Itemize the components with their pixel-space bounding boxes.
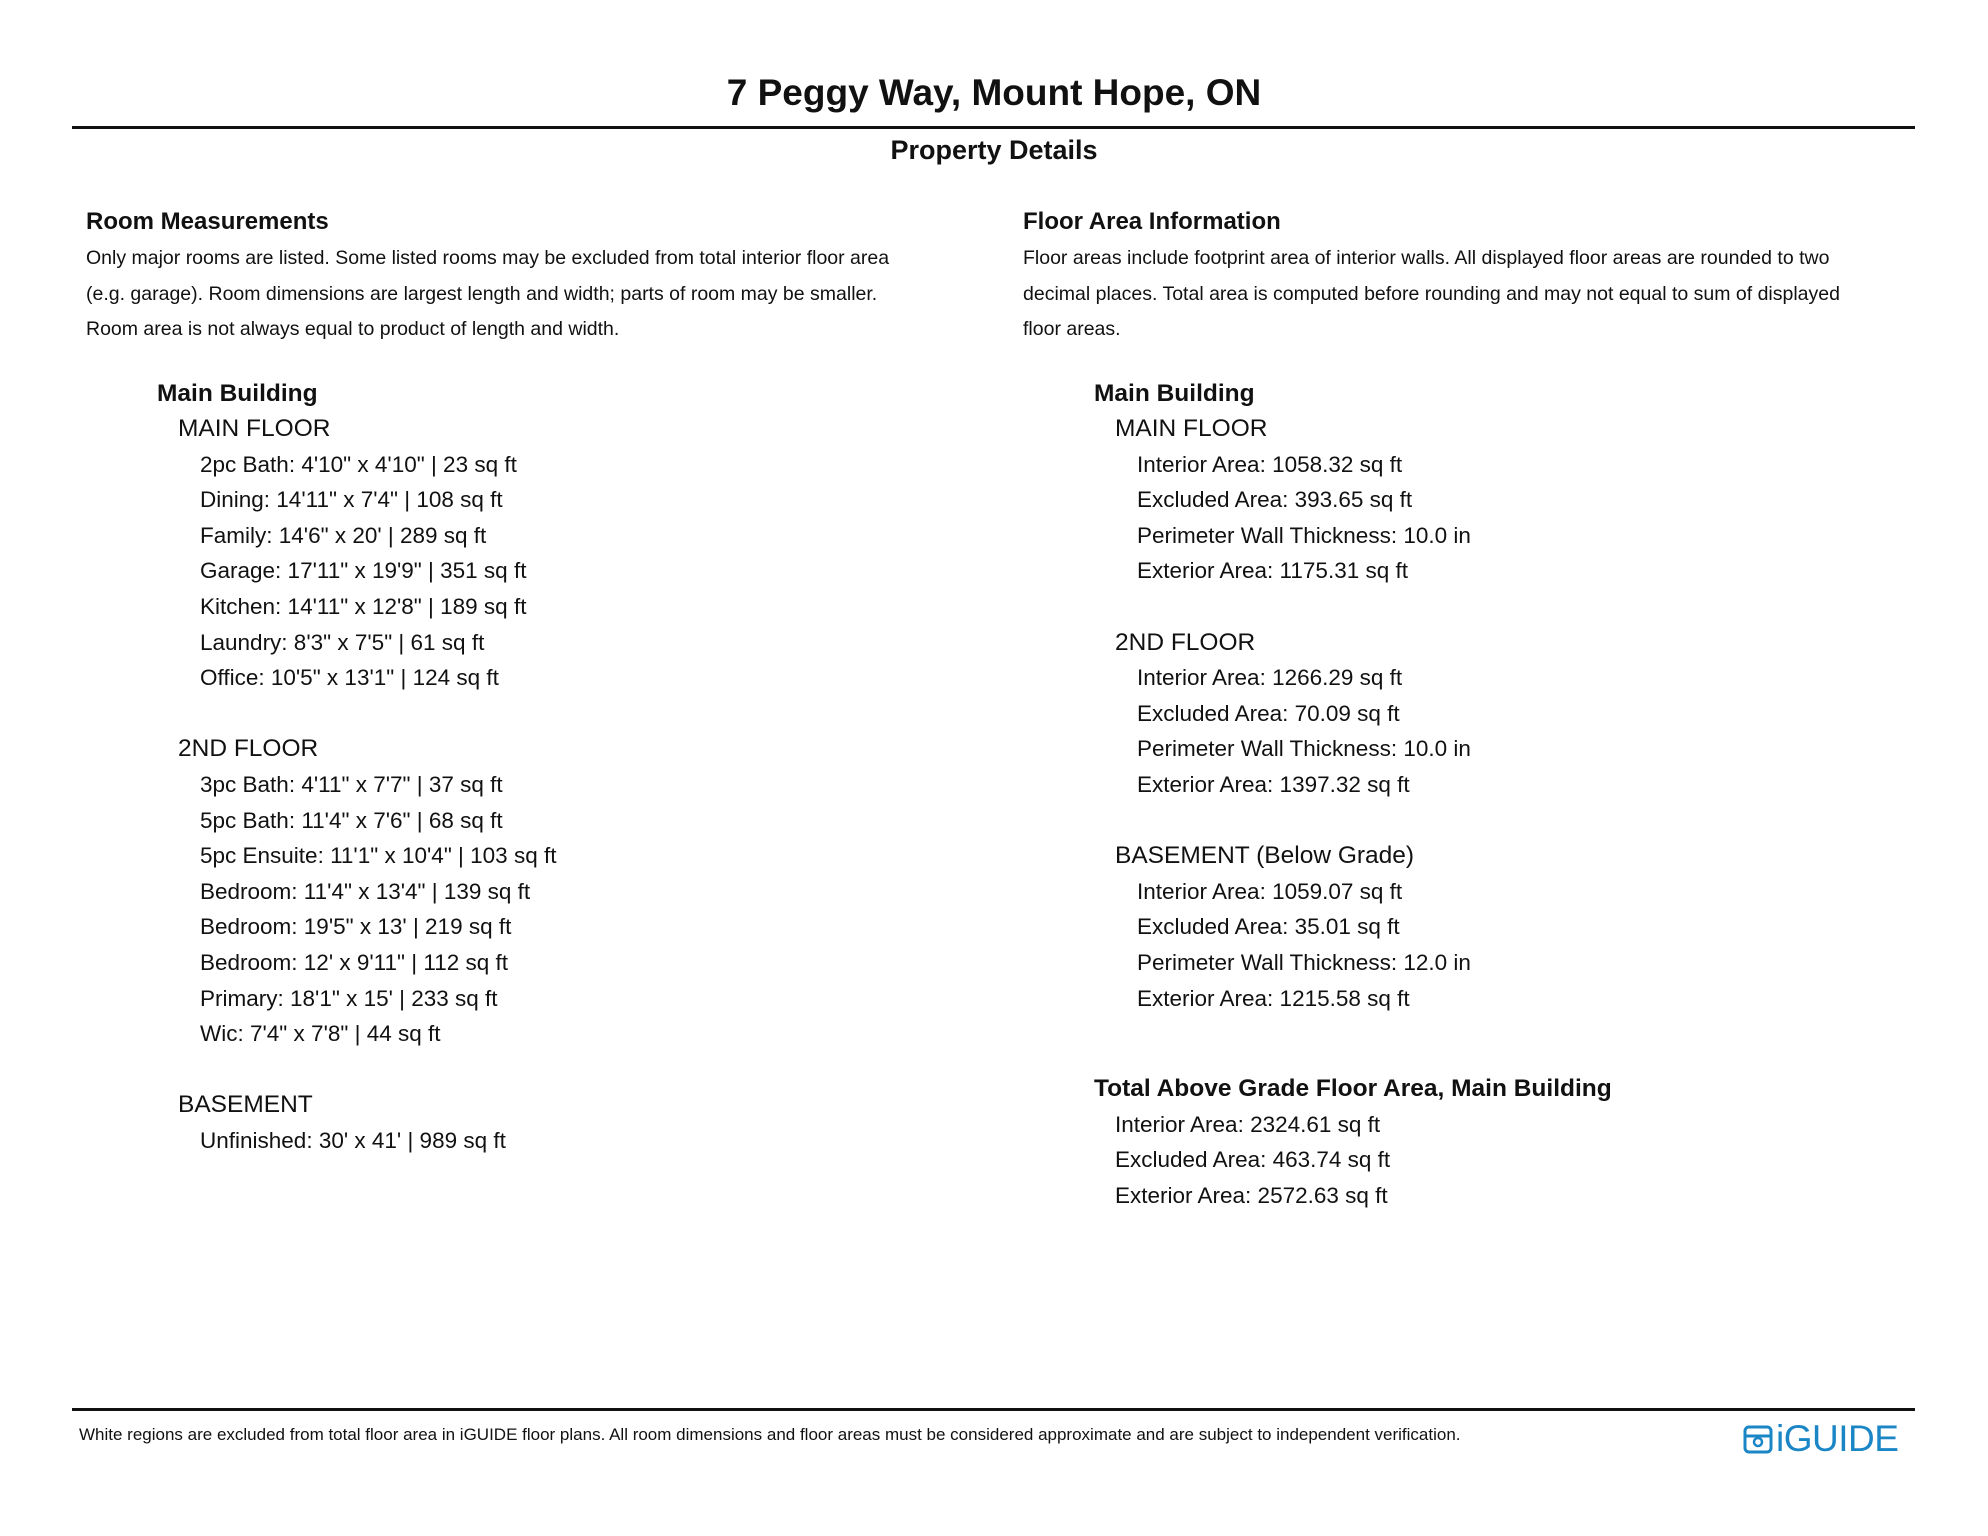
room-measurements-note-line: Room area is not always equal to product of length and width.: [86, 318, 620, 340]
room-item: Kitchen: 14'11" x 12'8" | 189 sq ft: [200, 594, 527, 620]
page-title: 7 Peggy Way, Mount Hope, ON: [726, 72, 1262, 113]
area-item: Interior Area: 1266.29 sq ft: [1137, 665, 1403, 691]
area-building-block: [1094, 376, 1928, 1017]
room-measurements-note-line: Only major rooms are listed. Some listed rooms may be excluded from total interior floor area: [86, 247, 890, 269]
room-item: Bedroom: 19'5" x 13' | 219 sq ft: [200, 914, 512, 940]
room-item: Wic: 7'4" x 7'8" | 44 sq ft: [200, 1021, 441, 1047]
room-item: Office: 10'5" x 13'1" | 124 sq ft: [200, 665, 499, 691]
floor-area-note-line: floor areas.: [1023, 318, 1121, 340]
area-item: Excluded Area: 393.65 sq ft: [1137, 487, 1413, 513]
area-item: Exterior Area: 1397.32 sq ft: [1137, 772, 1410, 798]
room-item: Family: 14'6" x 20' | 289 sq ft: [200, 522, 487, 548]
iguide-logo: [1743, 1418, 1898, 1460]
area-item: Excluded Area: 70.09 sq ft: [1137, 700, 1400, 726]
floor-area-heading: Floor Area Information: [1023, 208, 1281, 235]
total-area-item: Exterior Area: 2572.63 sq ft: [1115, 1182, 1388, 1208]
floor-title: MAIN FLOOR: [178, 415, 331, 443]
floor-title: 2ND FLOOR: [178, 735, 319, 763]
floor-title: MAIN FLOOR: [1115, 415, 1268, 443]
rooms-floor-2nd: [157, 731, 1016, 1051]
area-building-title: Main Building: [1094, 379, 1255, 407]
room-item: Bedroom: 11'4" x 13'4" | 139 sq ft: [200, 878, 531, 904]
total-area-item: Interior Area: 2324.61 sq ft: [1115, 1111, 1381, 1137]
area-item: Interior Area: 1058.32 sq ft: [1137, 451, 1403, 477]
room-measurements-note-line: (e.g. garage). Room dimensions are largest length and width; parts of room may be smaller.: [86, 282, 878, 305]
room-item: Dining: 14'11" x 7'4" | 108 sq ft: [200, 487, 503, 513]
area-floor-main: [1094, 411, 1928, 589]
room-item: 5pc Bath: 11'4" x 7'6" | 68 sq ft: [200, 807, 503, 833]
area-item: Exterior Area: 1175.31 sq ft: [1137, 558, 1408, 584]
room-measurements-section: [86, 203, 1016, 1159]
floor-area-section: [1023, 203, 1928, 1214]
room-item: Laundry: 8'3" x 7'5" | 61 sq ft: [200, 629, 485, 655]
floor-area-note-line: Floor areas include footprint area of interior walls. All displayed floor areas are rounded to two: [1023, 247, 1830, 269]
floor-title: BASEMENT: [178, 1091, 313, 1119]
area-item: Perimeter Wall Thickness: 12.0 in: [1137, 950, 1471, 975]
room-item: 3pc Bath: 4'11" x 7'7" | 37 sq ft: [200, 772, 503, 798]
rooms-building-title: Main Building: [157, 379, 318, 407]
total-area-block: [1094, 1071, 1928, 1213]
floor-title: BASEMENT (Below Grade): [1115, 842, 1415, 870]
room-item: 5pc Ensuite: 11'1" x 10'4" | 103 sq ft: [200, 843, 557, 869]
room-item: Garage: 17'11" x 19'9" | 351 sq ft: [200, 558, 527, 584]
room-item: Bedroom: 12' x 9'11" | 112 sq ft: [200, 950, 509, 975]
total-area-item: Excluded Area: 463.74 sq ft: [1115, 1147, 1391, 1173]
page-subtitle: Property Details: [890, 135, 1098, 165]
footer-disclaimer: White regions are excluded from total floor area in iGUIDE floor plans. All room dimensions and floor areas must be considered approximate and are subject to independent verification.: [79, 1425, 1461, 1444]
rooms-building-block: [157, 376, 1016, 1159]
area-item: Exterior Area: 1215.58 sq ft: [1137, 985, 1410, 1011]
floor-title: 2ND FLOOR: [1115, 628, 1256, 656]
area-floor-2nd: [1094, 625, 1928, 803]
footer-divider: [72, 1408, 1915, 1411]
floor-area-note-line: decimal places. Total area is computed before rounding and may not equal to sum of displayed: [1023, 282, 1840, 305]
area-item: Interior Area: 1059.07 sq ft: [1137, 878, 1403, 904]
area-item: Excluded Area: 35.01 sq ft: [1137, 914, 1400, 940]
camera-box-icon: [1743, 1423, 1773, 1455]
room-item: Unfinished: 30' x 41' | 989 sq ft: [200, 1127, 506, 1153]
room-item: 2pc Bath: 4'10" x 4'10" | 23 sq ft: [200, 451, 517, 477]
room-item: Primary: 18'1" x 15' | 233 sq ft: [200, 985, 498, 1011]
rooms-floor-basement: [157, 1087, 1016, 1158]
area-floor-basement: [1094, 838, 1928, 1016]
total-area-heading: Total Above Grade Floor Area, Main Building: [1094, 1075, 1612, 1103]
header-divider: [72, 126, 1915, 129]
rooms-floor-main: [157, 411, 1016, 696]
area-item: Perimeter Wall Thickness: 10.0 in: [1137, 522, 1471, 548]
room-measurements-heading: Room Measurements: [86, 208, 329, 235]
logo-text: iGUIDE: [1776, 1418, 1899, 1459]
area-item: Perimeter Wall Thickness: 10.0 in: [1137, 736, 1471, 762]
